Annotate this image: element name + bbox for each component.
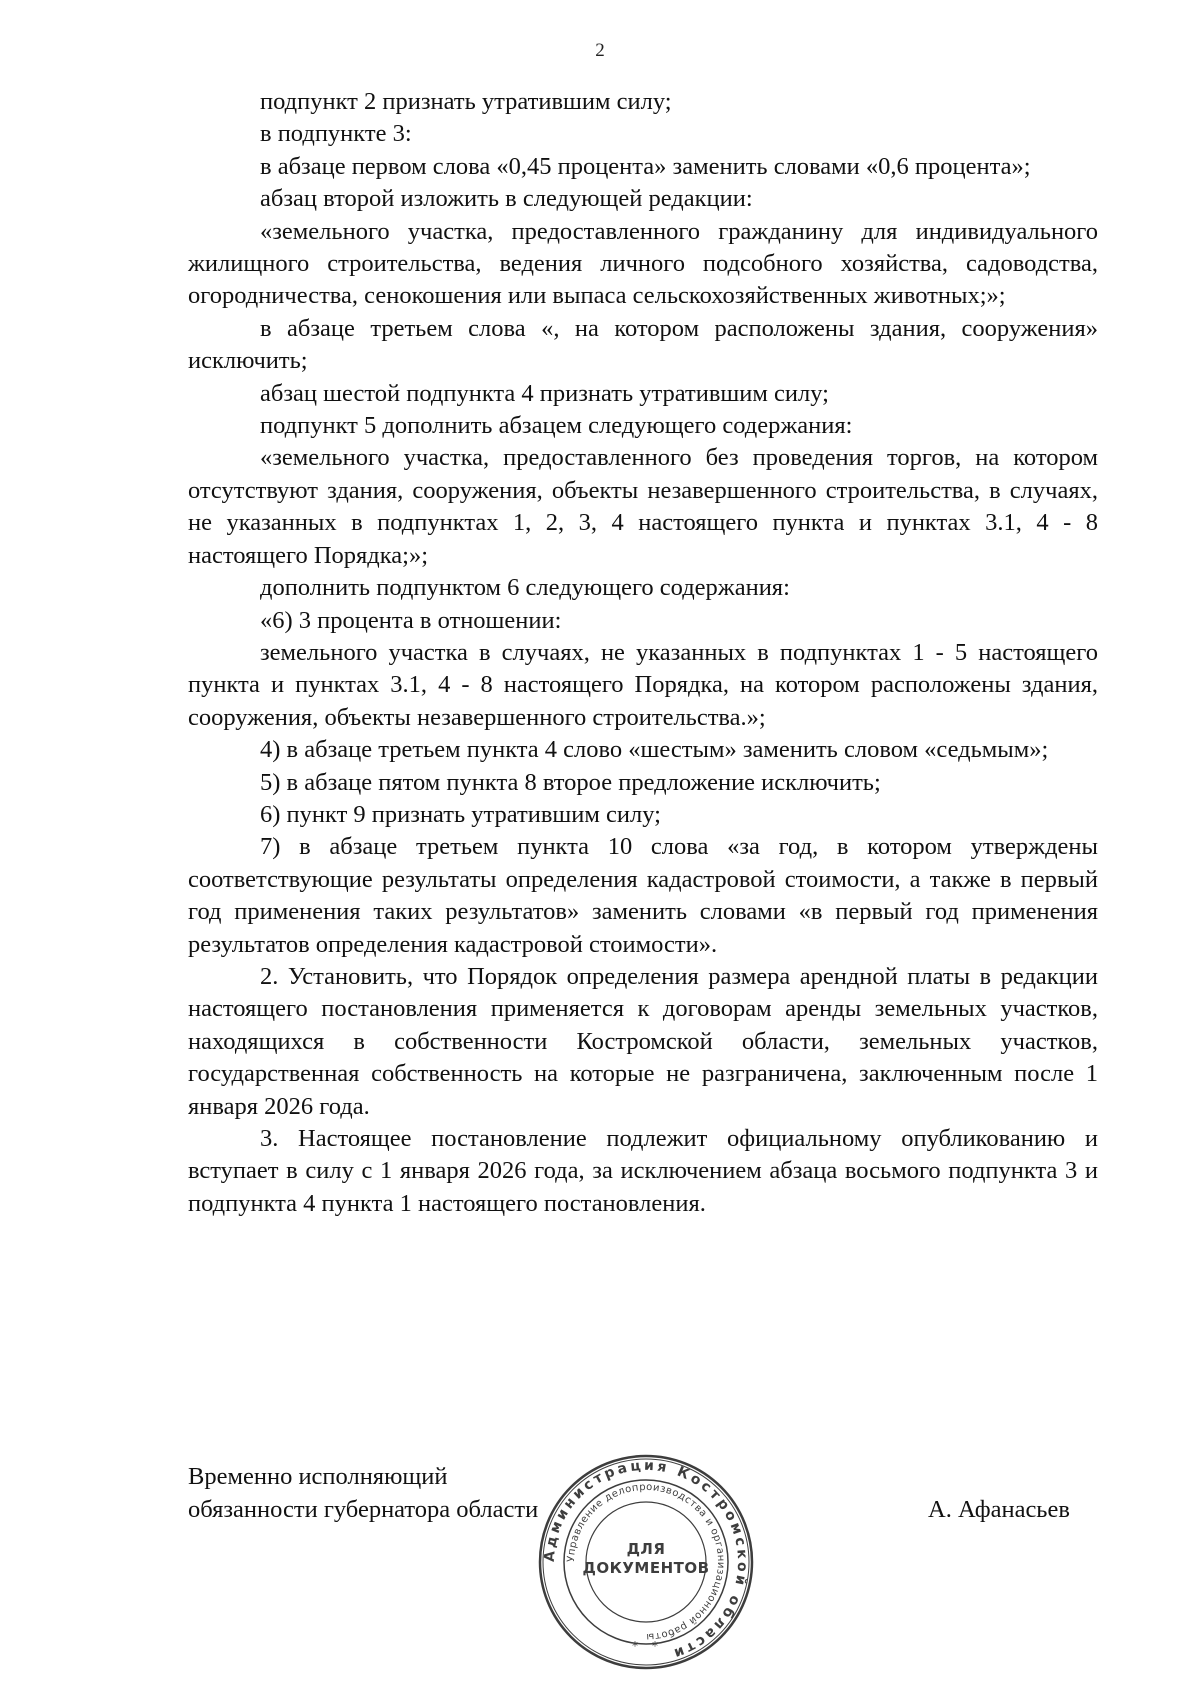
svg-text:*: *: [632, 1639, 638, 1653]
svg-text:Администрация Костромской обла: Администрация Костромской области: [541, 1457, 751, 1663]
paragraph: «земельного участка, предоставленного без проведения торгов, на котором отсутствуют здания, сооружения, объекты незавершенного строительства, в случаях, не указанных в подпунктах 1, 2, 3, 4 настоящего пункта и пунктах 3.1, 4 - 8 настоящего Порядка;»;: [188, 444, 1098, 569]
document-body: [188, 86, 1098, 1220]
page-number: 2: [595, 40, 605, 61]
paragraph: земельного участка в случаях, не указанных в подпунктах 1 - 5 настоящего пункта и пунктах 3.1, 4 - 8 настоящего Порядка, на котором расположены здания, сооружения, объекты незавершенного строительства.»;: [188, 638, 1098, 731]
signatory-position: [188, 1460, 538, 1526]
stamp-center-text: ДЛЯ: [626, 1540, 666, 1558]
paragraph: подпункт 2 признать утратившим силу;: [260, 88, 672, 115]
paragraph: в абзаце третьем слова «, на котором расположены здания, сооружения» исключить;: [188, 314, 1098, 375]
paragraph: дополнить подпунктом 6 следующего содержания:: [260, 574, 790, 602]
stamp-center-text: ДОКУМЕНТОВ: [582, 1559, 710, 1577]
paragraph: «земельного участка, предоставленного гражданину для индивидуального жилищного строительства, ведения личного подсобного хозяйства, садоводства, огородничества, сенокошения или выпаса сельскохозяйственных животных;»;: [188, 217, 1098, 310]
paragraph: 4) в абзаце третьем пункта 4 слово «шестым» заменить словом «седьмым»;: [260, 736, 1049, 764]
paragraph: абзац шестой подпункта 4 признать утратившим силу;: [260, 379, 829, 407]
paragraph: подпункт 5 дополнить абзацем следующего содержания:: [260, 412, 853, 440]
signatory-position-line: Временно исполняющий: [188, 1463, 448, 1490]
signatory-name: А. Афанасьев: [928, 1496, 1070, 1523]
paragraph: 6) пункт 9 признать утратившим силу;: [260, 800, 661, 828]
paragraph: абзац второй изложить в следующей редакции:: [260, 185, 753, 213]
signatory-position-line: обязанности губернатора области: [188, 1496, 539, 1523]
svg-text:*: *: [652, 1639, 658, 1653]
official-stamp: [536, 1452, 756, 1672]
paragraph: в абзаце первом слова «0,45 процента» заменить словами «0,6 процента»;: [260, 152, 1031, 180]
paragraph: 3. Настоящее постановление подлежит официальному опубликованию и вступает в силу с 1 января 2026 года, за исключением абзаца восьмого подпункта 3 и подпункта 4 пункта 1 настоящего постановления.: [188, 1125, 1098, 1217]
svg-text:Управление делопроизводства и: Управление делопроизводства и организационной работы: [565, 1481, 727, 1643]
paragraph: 5) в абзаце пятом пункта 8 второе предложение исключить;: [260, 768, 881, 796]
paragraph: в подпункте 3:: [260, 120, 412, 148]
paragraph: «6) 3 процента в отношении:: [260, 606, 562, 634]
paragraph: 2. Установить, что Порядок определения размера арендной платы в редакции настоящего постановления применяется к договорам аренды земельных участков, находящихся в собственности Костромской области, земельных участков, государственная собственность на которые не разграничена, заключенным после 1 января 2026 года.: [188, 962, 1098, 1120]
paragraph: 7) в абзаце третьем пункта 10 слова «за год, в котором утверждены соответствующие результаты определения кадастровой стоимости, а также в первый год применения таких результатов» заменить словами «в первый год применения результатов определения кадастровой стоимости».: [188, 833, 1098, 958]
